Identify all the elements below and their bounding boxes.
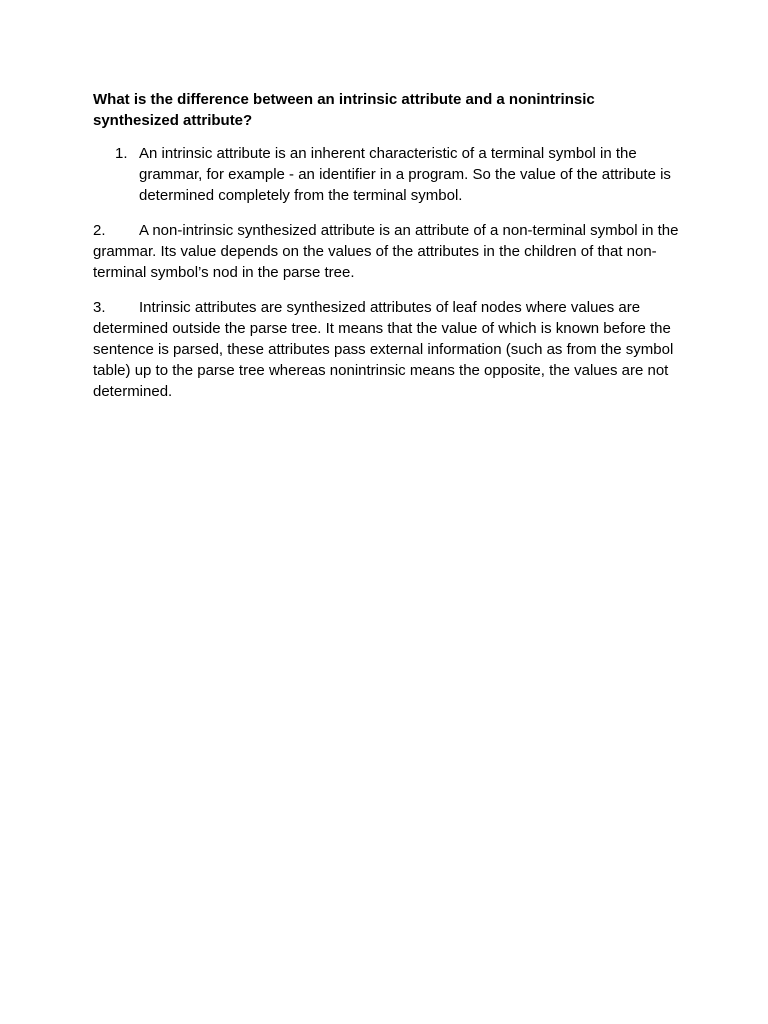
answer-text: A non-intrinsic synthesized attribute is an attribute of a non-terminal symbol in the grammar. Its value depends on the values of the attributes in the children of that non-terminal symbol’s nod in the parse tree.: [93, 222, 679, 281]
question-heading: What is the difference between an intrinsic attribute and a nonintrinsic synthesized attribute?: [93, 91, 595, 129]
answer-text: An intrinsic attribute is an inherent characteristic of a terminal symbol in the grammar, for example - an identifier in a program. So the value of the attribute is determined completely from the terminal symbol.: [139, 145, 671, 204]
answer-item-3: [93, 297, 683, 402]
answer-item-2: [93, 220, 683, 283]
answer-number: 3.: [93, 299, 106, 316]
answer-number: 2.: [93, 222, 106, 239]
document-body: [93, 89, 683, 416]
answer-text: Intrinsic attributes are synthesized attributes of leaf nodes where values are determined outside the parse tree. It means that the value of which is known before the sentence is parsed, these attributes pass external information (such as from the symbol table) up to the parse tree whereas nonintrinsic means the opposite, the values are not determined.: [93, 299, 674, 400]
answer-number: 1.: [115, 145, 128, 162]
answer-item-1: [93, 143, 683, 206]
